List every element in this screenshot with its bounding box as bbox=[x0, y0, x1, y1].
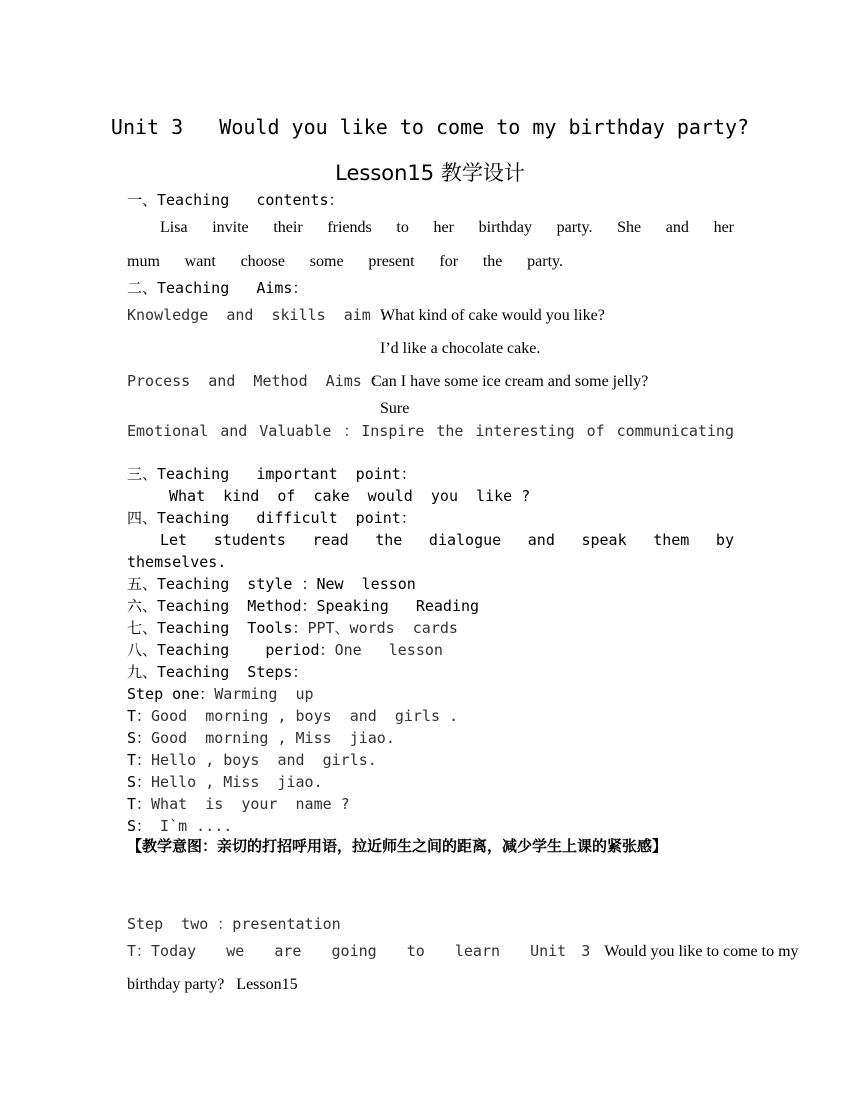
contents-line-2: mum want choose some present for the party. bbox=[127, 253, 563, 270]
contents-line-1: Lisa invite their friends to her birthday party. She and her bbox=[160, 219, 734, 236]
teaching-style: 五、Teaching style ：New lesson bbox=[127, 575, 416, 593]
step-one-value: Warming up bbox=[214, 685, 314, 703]
presentation-line-1 bbox=[127, 944, 799, 960]
process-text: Can I have some ice cream and some jelly? bbox=[371, 373, 649, 390]
dialogue-speaker: T： bbox=[127, 795, 152, 813]
dialogue-text: Hello , boys and girls. bbox=[151, 751, 377, 769]
difficult-heading: 四、Teaching difficult point： bbox=[127, 509, 416, 527]
contents-heading: 一、Teaching contents： bbox=[127, 191, 344, 209]
step-one-label: Step one： bbox=[127, 685, 215, 703]
step-two: Step two ：presentation bbox=[127, 915, 341, 933]
dialogue-text: I`m .... bbox=[151, 817, 233, 835]
presentation-line-2: birthday party? Lesson15 bbox=[127, 976, 298, 993]
knowledge-text-2: I’d like a chocolate cake. bbox=[380, 340, 541, 357]
emotional-aim: Emotional and Valuable ：Inspire the interesting of communicating bbox=[127, 422, 734, 440]
dialogue-text: Good morning , boys and girls . bbox=[151, 707, 459, 725]
period-value: One lesson bbox=[334, 641, 443, 659]
dialogue-speaker: S： bbox=[127, 729, 152, 747]
dialogue-speaker: T： bbox=[127, 707, 152, 725]
knowledge-text: What kind of cake would you like? bbox=[380, 307, 605, 324]
teaching-intent: 【教学意图：亲切的打招呼用语，拉近师生之间的距离，减少学生上课的紧张感】 bbox=[127, 837, 668, 855]
tools-value: PPT、words cards bbox=[307, 619, 458, 637]
steps-heading: 九、Teaching Steps： bbox=[127, 663, 308, 681]
dialogue-text: Good morning , Miss jiao. bbox=[151, 729, 395, 747]
dialogue-line bbox=[127, 731, 395, 746]
dialogue-line bbox=[127, 819, 232, 834]
dialogue-text: Hello , Miss jiao. bbox=[151, 773, 323, 791]
teaching-period bbox=[127, 643, 443, 658]
teaching-method: 六、Teaching Method：Speaking Reading bbox=[127, 597, 480, 615]
dialogue-line bbox=[127, 753, 377, 768]
presentation-line-1-mono: T：Today we are going to learn Unit 3 bbox=[127, 942, 591, 960]
difficult-line-1: Let students read the dialogue and speak them by bbox=[160, 531, 734, 549]
process-text-2: Sure bbox=[380, 400, 410, 417]
important-heading: 三、Teaching important point： bbox=[127, 465, 416, 483]
tools-label: 七、Teaching Tools： bbox=[127, 619, 308, 637]
dialogue-speaker: S： bbox=[127, 817, 152, 835]
dialogue-text: What is your name ? bbox=[151, 795, 350, 813]
aims-heading: 二、Teaching Aims： bbox=[127, 279, 308, 297]
dialogue-line bbox=[127, 709, 458, 724]
dialogue-speaker: S： bbox=[127, 773, 152, 791]
title-line-1: Unit 3 Would you like to come to my birthday party? bbox=[110, 115, 750, 139]
difficult-line-2: themselves. bbox=[127, 553, 227, 571]
title-line-2: Lesson15 教学设计 bbox=[335, 161, 525, 185]
period-label: 八、Teaching period： bbox=[127, 641, 335, 659]
dialogue-line bbox=[127, 775, 323, 790]
teaching-tools bbox=[127, 621, 458, 636]
step-one bbox=[127, 687, 314, 702]
important-text: What kind of cake would you like ? bbox=[169, 487, 531, 505]
dialogue-speaker: T： bbox=[127, 751, 152, 769]
dialogue-line bbox=[127, 797, 350, 812]
presentation-line-1-serif: Would you like to come to my bbox=[604, 943, 799, 960]
process-label: Process and Method Aims ： bbox=[127, 372, 386, 390]
knowledge-label: Knowledge and skills aim ： bbox=[127, 306, 395, 324]
